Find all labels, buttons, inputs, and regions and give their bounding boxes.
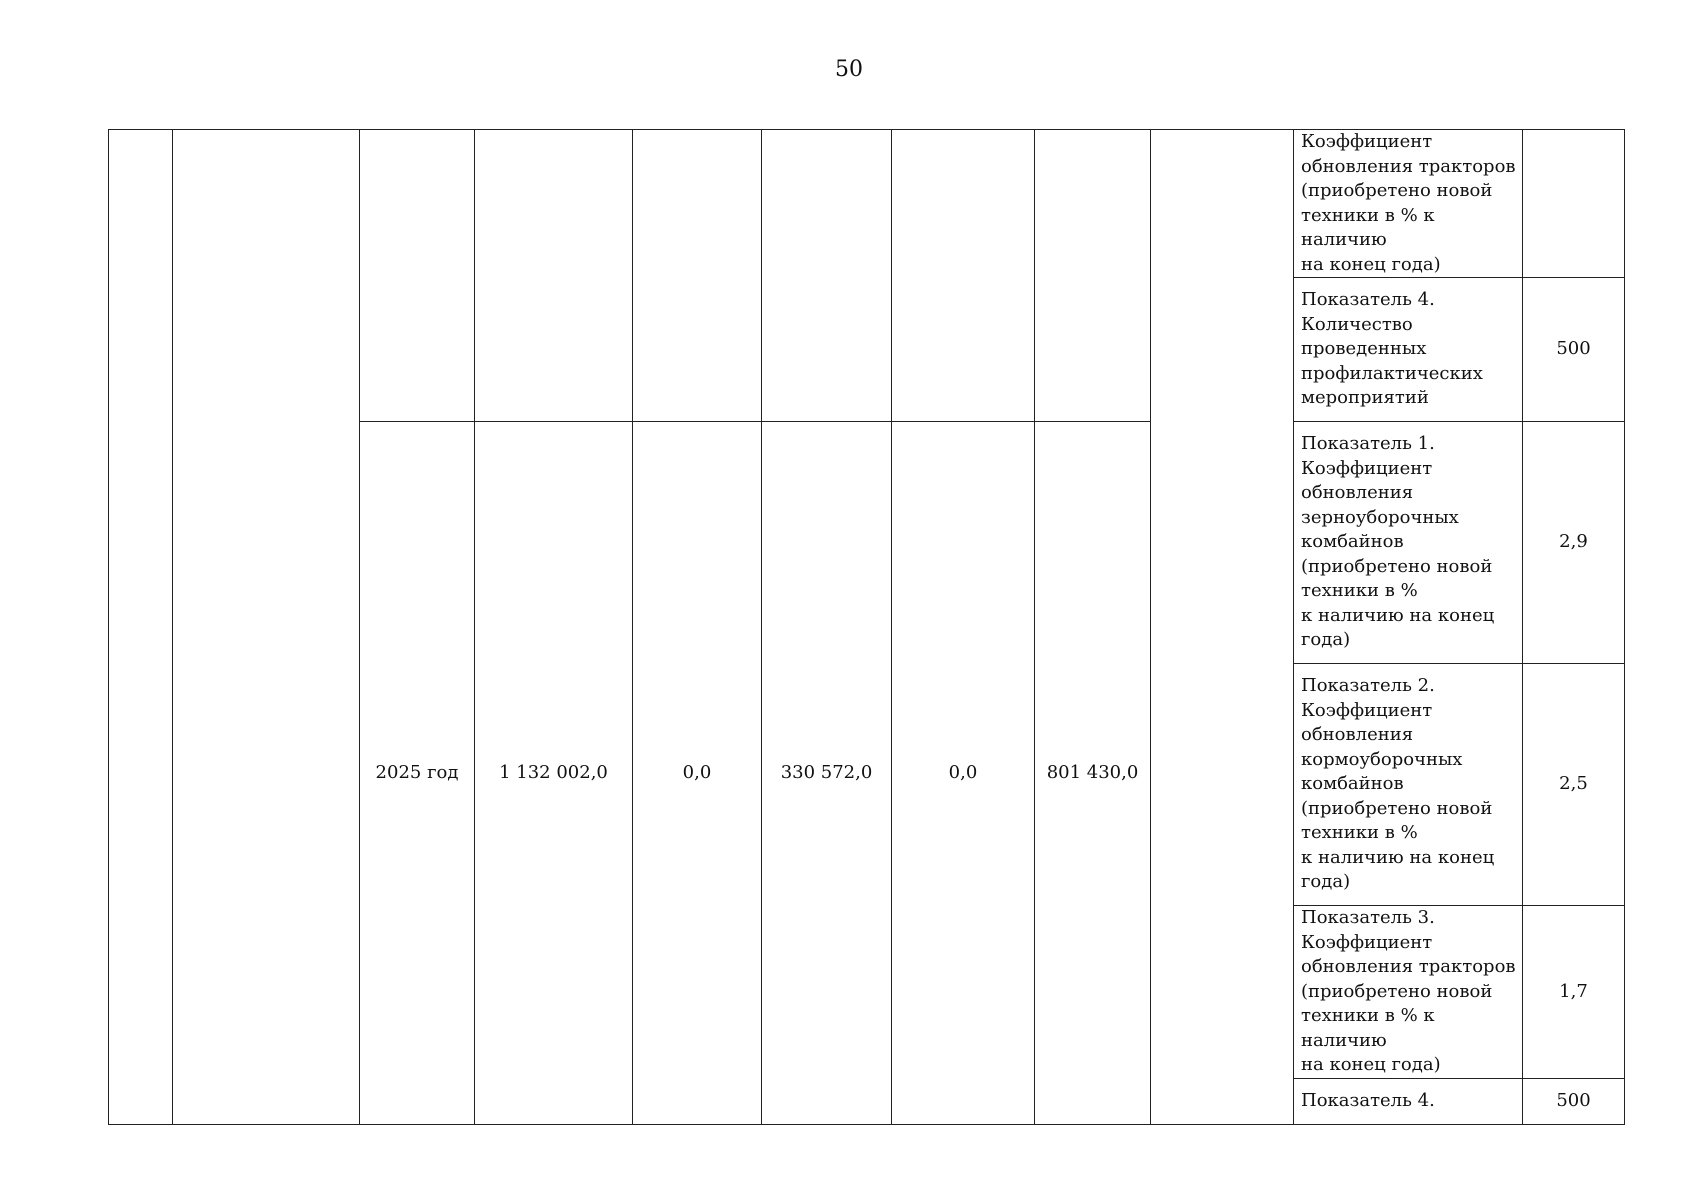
year-cell: 2025 год: [360, 422, 475, 1125]
indicator-name: Показатель 3. Коэффициент обновления тракторов (приобретено новой техники в % к наличию на конец года): [1294, 906, 1523, 1079]
indicator-value: 2,9: [1523, 422, 1625, 664]
table-row: [109, 130, 1625, 278]
total-cell: 1 132 002,0: [475, 422, 633, 1125]
indicator-name: Показатель 4. Количество проведенных профилактических мероприятий: [1294, 278, 1523, 422]
data-table: [108, 129, 1625, 1125]
federal-cell-prev: [633, 130, 762, 422]
other-sources-cell: 801 430,0: [1035, 422, 1151, 1125]
indicator-name: Показатель 1. Коэффициент обновления зерноуборочных комбайнов (приобретено новой техники в % к наличию на конец года): [1294, 422, 1523, 664]
total-cell-prev: [475, 130, 633, 422]
executor-cell: [1151, 130, 1294, 1125]
number-cell: [109, 130, 173, 1125]
indicator-value: 500: [1523, 278, 1625, 422]
indicator-name: Показатель 2. Коэффициент обновления кормоуборочных комбайнов (приобретено новой техники в % к наличию на конец года): [1294, 664, 1523, 906]
indicator-value: 500: [1523, 1078, 1625, 1124]
indicator-value: 2,5: [1523, 664, 1625, 906]
other-cell-prev: [1035, 130, 1151, 422]
regional-budget-cell: 330 572,0: [762, 422, 892, 1125]
regional-cell-prev: [762, 130, 892, 422]
indicator-value: 1,7: [1523, 906, 1625, 1079]
page-number: 50: [835, 57, 863, 82]
period-cell-prev: [360, 130, 475, 422]
indicator-value: [1523, 130, 1625, 278]
local-cell-prev: [892, 130, 1035, 422]
local-budget-cell: 0,0: [892, 422, 1035, 1125]
federal-budget-cell: 0,0: [633, 422, 762, 1125]
measure-name-cell: [173, 130, 360, 1125]
indicator-name: Показатель 4.: [1294, 1078, 1523, 1124]
indicator-name: Коэффициент обновления тракторов (приобретено новой техники в % к наличию на конец года): [1294, 130, 1523, 278]
